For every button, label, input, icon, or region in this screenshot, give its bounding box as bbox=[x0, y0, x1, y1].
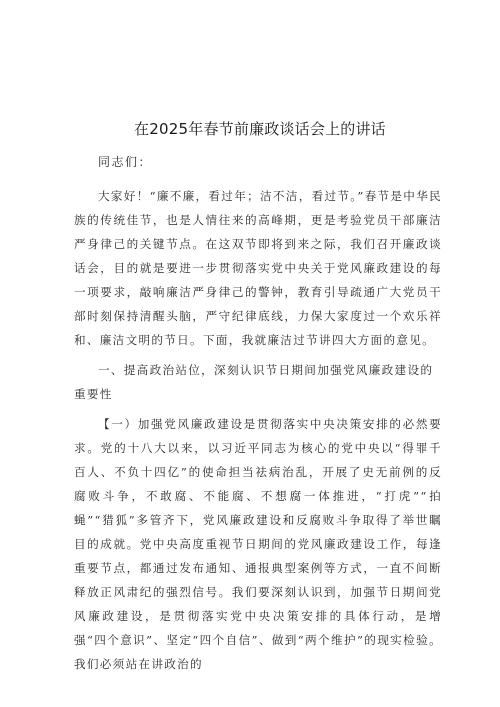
section-one-heading: 一、提高政治站位，深刻认识节日期间加强党风廉政建设的重要性 bbox=[74, 363, 434, 401]
subsection-one-paragraph: 【一）加强党风廉政建设是贯彻落实中央决策安排的必然要求。党的十八大以来，以习近平同志为核心的党中央以“得罪千百人、不负十四亿”的使命担当祛病治乱，开展了史无前例的反腐败斗争，不敢腐、不能腐、不想腐一体推进，“打虎”“拍蝇”“猎狐”多管齐下，党风廉政建设和反腐败斗争取得了举世瞩目的成就。党中央高度重视节日期间的党风廉政建设工作，每逢重要节点，都通过发布通知、通报典型案例等方式，一直不间断释放正风肃纪的强烈信号。我们要深刻认识到，加强节日期间党风廉政建设，是贯彻落实党中央决策安排的具体行动，是增强“四个意识”、坚定“四个自信”、做到“两个维护”的现实检验。我们必须站在讲政治的 bbox=[74, 417, 442, 671]
intro-paragraph: 大家好！“廉不廉，看过年；洁不洁，看过节。”春节是中华民族的传统佳节，也是人情往来的高峰期，更是考验党员干部廉洁严身律己的关键节点。在这双节即将到来之际，我们召开廉政谈话会，目的就是要进一步贯彻落实党中央关于党风廉政建设的每一项要求，敲响廉洁严身律己的警钟，教育引导疏通广大党员干部时刻保持清醒头脑，严守纪律底线，力保大家度过一个欢乐祥和、廉洁文明的节日。下面，我就廉洁过节讲四大方面的意见。 bbox=[74, 189, 442, 347]
document-title: 在2025年春节前廉政谈话会上的讲话 bbox=[134, 120, 386, 138]
salutation: 同志们： bbox=[98, 155, 153, 169]
